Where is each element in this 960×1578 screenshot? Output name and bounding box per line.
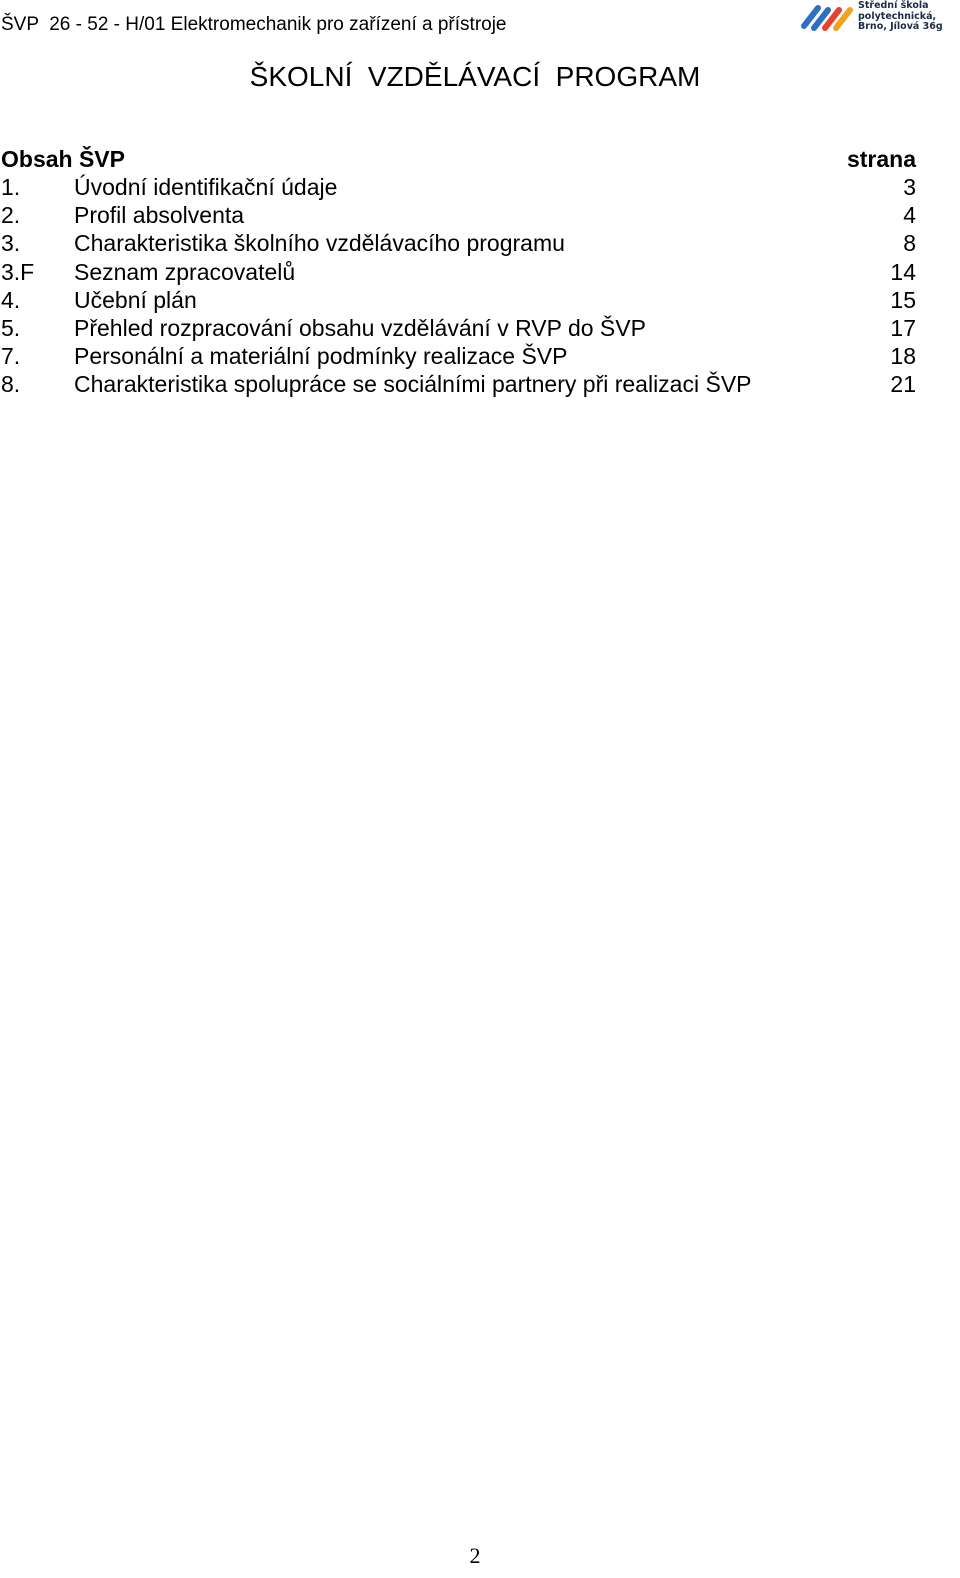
toc-item (1, 258, 916, 286)
toc-item-page: 14 (890, 258, 916, 285)
toc-item-label: Profil absolventa (74, 202, 245, 229)
toc-item (1, 342, 916, 370)
toc-item-number: 2. (1, 202, 21, 229)
toc-item (1, 229, 916, 257)
toc-item-label: Přehled rozpracování obsahu vzdělávání v RVP do ŠVP (74, 314, 646, 341)
toc-item-page: 18 (890, 343, 916, 370)
toc-item-page: 17 (890, 314, 916, 341)
school-logo-stripes-icon (800, 2, 856, 32)
page-title: ŠKOLNÍ VZDĚLÁVACÍ PROGRAM (249, 61, 701, 92)
toc-item-label: Učební plán (74, 286, 197, 313)
toc-item-page: 8 (903, 230, 916, 257)
toc-item-label: Charakteristika školního vzdělávacího programu (74, 230, 565, 257)
toc-item-number: 5. (1, 314, 21, 341)
school-logo-line2: polytechnická, (858, 10, 937, 22)
toc-item-number: 3.F (1, 258, 35, 285)
toc-item-number: 3. (1, 230, 21, 257)
school-logo-line1: Střední škola (858, 0, 929, 11)
toc-item (1, 314, 916, 342)
toc-item-number: 1. (1, 174, 21, 200)
school-logo-text (858, 1, 943, 33)
toc-item (1, 201, 916, 229)
toc-item-page: 4 (903, 202, 916, 229)
toc-item-number: 4. (1, 286, 21, 313)
toc-item-label: Charakteristika spolupráce se sociálními partnery při realizaci ŠVP (74, 371, 752, 398)
toc-item (1, 286, 916, 314)
toc-header-row (1, 145, 916, 173)
toc-item-label: Úvodní identifikační údaje (74, 174, 338, 200)
toc-page-heading: strana (846, 146, 916, 172)
toc-item-label: Seznam zpracovatelů (74, 258, 296, 285)
document-header-title: ŠVP 26 - 52 - H/01 Elektromechanik pro zařízení a přístroje (1, 14, 507, 35)
school-logo-line3: Brno, Jílová 36g (858, 21, 943, 32)
toc-item-label: Personální a materiální podmínky realizace ŠVP (74, 343, 568, 370)
toc-item-page: 3 (903, 174, 916, 200)
toc-heading: Obsah ŠVP (1, 146, 125, 172)
toc-item (1, 173, 916, 201)
toc-item-page: 21 (890, 371, 916, 398)
toc-item (1, 370, 916, 398)
toc-item-number: 8. (1, 371, 21, 398)
table-of-contents (1, 145, 916, 399)
page-number: 2 (469, 1543, 481, 1568)
toc-item-number: 7. (1, 343, 21, 370)
toc-item-page: 15 (890, 286, 916, 313)
school-logo (800, 0, 958, 34)
